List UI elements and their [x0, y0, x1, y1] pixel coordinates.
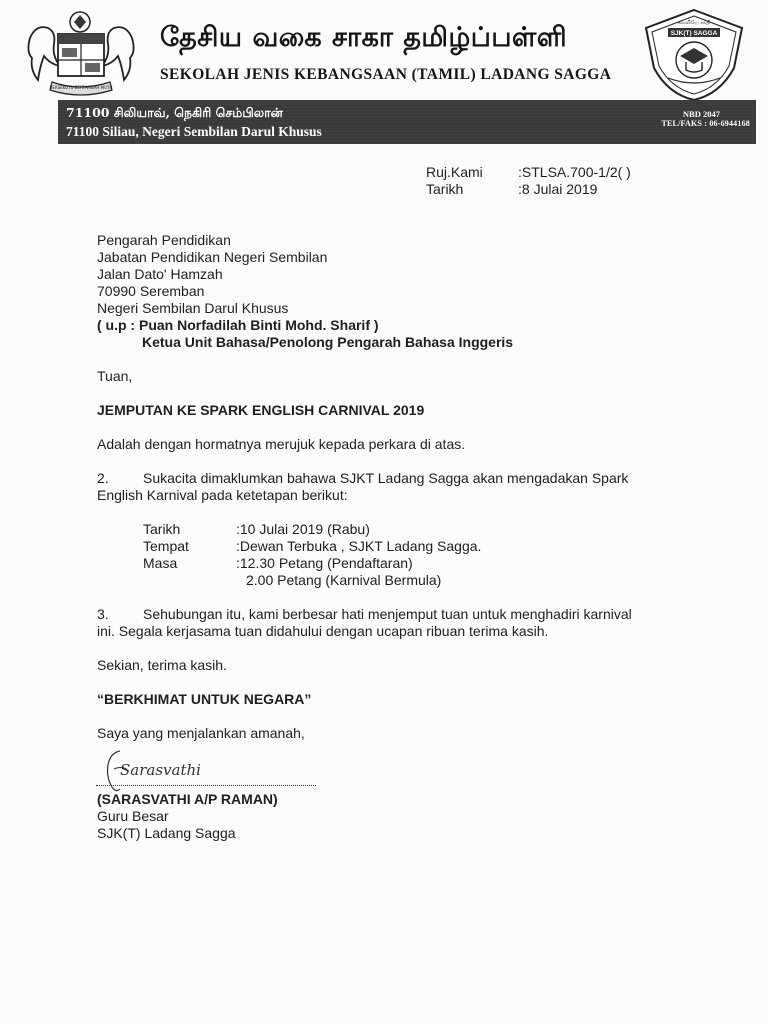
tel-faks: TEL/FAKS : 06-6944168: [661, 119, 750, 128]
paragraph-3-number: 3.: [97, 606, 109, 622]
date-label: Tarikh: [426, 181, 464, 197]
address-tamil: 71100 சிலியாவ், நெகிரி செம்பிலான்: [66, 105, 283, 120]
subject-heading: JEMPUTAN KE SPARK ENGLISH CARNIVAL 2019: [97, 402, 425, 418]
address-band: [58, 100, 756, 144]
motto: “BERKHIMAT UNTUK NEGARA”: [97, 691, 312, 707]
paragraph-2-line: English Karnival pada ketetapan berikut:: [97, 487, 348, 503]
paragraph-2-number: 2.: [97, 470, 109, 486]
signatory-school: SJK(T) Ladang Sagga: [97, 825, 236, 841]
signature-image: [96, 745, 226, 795]
school-name-malay: SEKOLAH JENIS KEBANGSAAN (TAMIL) LADANG SAGGA: [160, 66, 612, 83]
signatory-position: Guru Besar: [97, 808, 169, 824]
recipient-line: Pengarah Pendidikan: [97, 232, 231, 248]
signature-line: [96, 779, 316, 786]
state-crest-icon: [22, 8, 140, 104]
signatory-name: (SARASVATHI A/P RAMAN): [97, 791, 278, 807]
closing-line: Sekian, terima kasih.: [97, 657, 227, 673]
detail-date-label: Tarikh: [143, 521, 181, 537]
paragraph-1: Adalah dengan hormatnya merujuk kepada perkara di atas.: [97, 436, 466, 452]
date-value: :8 Julai 2019: [518, 181, 598, 197]
school-badge-icon: [640, 6, 748, 102]
detail-place-label: Tempat: [143, 538, 189, 554]
recipient-line: 70990 Seremban: [97, 283, 205, 299]
ruj-value: :STLSA.700-1/2( ): [518, 164, 631, 180]
paragraph-3-line: ini. Segala kerjasama tuan didahului dengan ucapan ribuan terima kasih.: [97, 623, 549, 639]
amanah-line: Saya yang menjalankan amanah,: [97, 725, 305, 741]
recipient-line: Jabatan Pendidikan Negeri Sembilan: [97, 249, 328, 265]
crest-left-motto: BERSEKUTU BERTAMBAH MUTU: [49, 85, 113, 90]
nbd-code: NBD 2047: [682, 109, 720, 119]
attention-title: Ketua Unit Bahasa/Penolong Pengarah Bahasa Inggeris: [142, 334, 514, 350]
school-name-tamil: தேசிய வகை சாகா தமிழ்ப்பள்ளி: [160, 22, 568, 53]
attention-line: ( u.p : Puan Norfadilah Binti Mohd. Sharif ): [97, 317, 379, 333]
detail-time-value: :12.30 Petang (Pendaftaran): [236, 555, 413, 571]
crest-right-name: SJK(T) SAGGA: [670, 30, 718, 37]
detail-time-label: Masa: [143, 555, 178, 571]
detail-time-value: 2.00 Petang (Karnival Bermula): [246, 572, 442, 588]
detail-date-value: :10 Julai 2019 (Rabu): [236, 521, 370, 537]
address-malay: 71100 Siliau, Negeri Sembilan Darul Khusus: [66, 124, 322, 139]
signature-text: Sarasvathi: [120, 761, 201, 779]
detail-place-value: :Dewan Terbuka , SJKT Ladang Sagga.: [236, 538, 482, 554]
crest-right-motto: கல்வியே சக்தி: [677, 20, 711, 26]
recipient-line: Jalan Dato' Hamzah: [97, 266, 223, 282]
ruj-label: Ruj.Kami: [426, 164, 483, 180]
paragraph-3-line: Sehubungan itu, kami berbesar hati menjemput tuan untuk menghadiri karnival: [143, 606, 632, 622]
recipient-line: Negeri Sembilan Darul Khusus: [97, 300, 289, 316]
paragraph-2-line: Sukacita dimaklumkan bahawa SJKT Ladang Sagga akan mengadakan Spark: [143, 470, 629, 486]
salutation: Tuan,: [97, 368, 133, 384]
